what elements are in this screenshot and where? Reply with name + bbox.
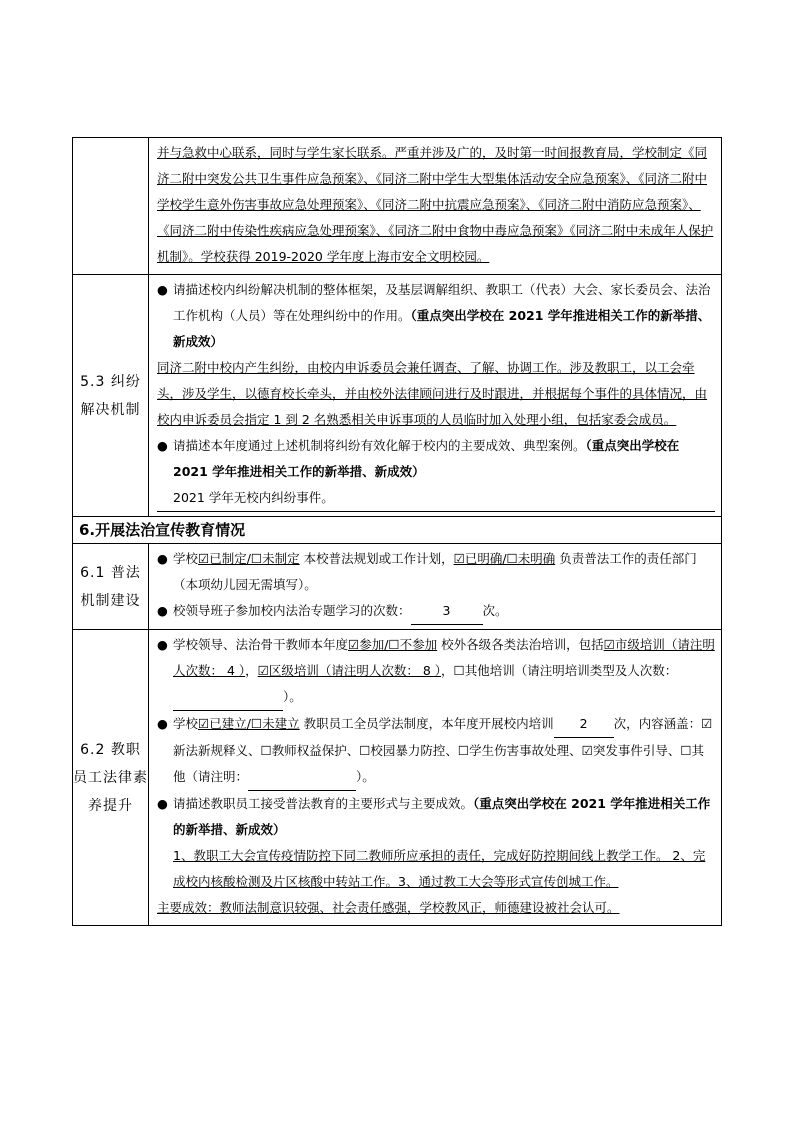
fill-blank: 2 [554, 711, 614, 738]
answer-text: 主要成效：教师法制意识较强、社会责任感强，学校教风正，师德建设被社会认可。 [157, 900, 620, 915]
text-segment: ）。 [356, 769, 375, 784]
content-6-1 [149, 544, 722, 630]
text-segment: 学校领导、法治骨干教师本年度 [173, 637, 349, 652]
text-segment: 学校 [173, 716, 199, 731]
row-6-2 [73, 630, 722, 926]
continuation-cell [149, 138, 722, 275]
bullet-item [157, 711, 715, 791]
question-emphasis: （重点突出学校在 2021 学年推进相关工作的新举措、新成效） [173, 438, 680, 479]
checkbox-option: ☑市级培训（请注明人次数： 4 ） [173, 637, 715, 678]
text-segment: ，☐其他培训（请注明培训类型及人次数： [441, 663, 678, 678]
bullet-icon: ● [157, 438, 168, 453]
label-6-1: 6.1 普法机制建设 [73, 544, 149, 630]
text-segment: 本校普法规划或工作计划， [299, 551, 454, 566]
question-text [173, 433, 715, 485]
text-segment: 校领导班子参加校内法治专题学习的次数： [173, 603, 411, 618]
text-segment: 教职员工全员学法制度，本年度开展校内培训 [299, 716, 554, 731]
bullet-item [157, 433, 715, 485]
question-emphasis: （重点突出学校在 2021 学年推进相关工作的新举措、新成效） [173, 308, 711, 349]
bullet-icon: ● [157, 551, 168, 566]
text-segment: ， [245, 663, 258, 678]
report-page [72, 137, 721, 926]
checkbox-option: ☑参加/☐不参加 [348, 637, 438, 652]
bullet-item [157, 546, 715, 598]
section-6-row [73, 517, 722, 544]
question-main: 请描述本年度通过上述机制将纠纷有效化解于校内的主要成效、典型案例。 [173, 438, 586, 453]
question-emphasis: （重点突出学校在 2021 学年推进相关工作的新举措、新成效） [173, 796, 711, 837]
checkbox-option: ☑已明确/☐未明确 [453, 551, 556, 566]
text-segment: ）。 [283, 689, 302, 704]
text-segment: 次，内容涵盖：☑新法新规释义、☐教师权益保护、☐校园暴力防控、☐学生伤害事故处理、☑突发事件引导、☐其他（请注明： [173, 716, 713, 784]
bullet-icon: ● [157, 796, 168, 811]
text-segment: 学校 [173, 551, 199, 566]
label-5-3: 5.3 纠纷解决机制 [73, 275, 149, 517]
report-table [72, 137, 722, 926]
answer-text: 1、教职工大会宣传疫情防控下同二教师所应承担的责任，完成好防控期间线上教学工作。 2、完成校内核酸检测及片区核酸中转站工作。3、通过教工大会等形式宣传创城工作。 [173, 848, 706, 889]
bullet-icon: ● [157, 603, 168, 618]
question-text [173, 277, 715, 355]
question-main: 请描述教职员工接受普法教育的主要形式与主要成效。 [173, 796, 474, 811]
fill-blank: 3 [411, 598, 483, 625]
bullet-icon: ● [157, 282, 168, 297]
text-segment: 校外各级各类法治培训，包括 [437, 637, 604, 652]
label-6-2: 6.2 教职员工法律素养提升 [73, 630, 149, 926]
empty-label-cell [73, 138, 149, 275]
checkbox-option: ☑已制定/☐未制定 [198, 551, 300, 566]
checkbox-option: ☑区级培训（请注明人次数： 8 ） [257, 663, 442, 678]
bullet-icon: ● [157, 716, 168, 731]
text-segment: 负责普法工作的责任部门（本项幼儿园无需填写）。 [173, 551, 697, 592]
section-6-title: 6.开展法治宣传教育情况 [73, 517, 722, 544]
bullet-item [157, 632, 715, 711]
bullet-item [157, 277, 715, 355]
row-5-3 [73, 275, 722, 517]
row-6-1 [73, 544, 722, 630]
answer-text: 同济二附中校内产生纠纷，由校内申诉委员会兼任调查、了解、协调工作。涉及教职工，以工会牵头，涉及学生，以德育校长牵头，并由校外法律顾问进行及时跟进，并根据每个事件的具体情况，由校内申诉委员会指定 1 到 2 名熟悉相关申诉事项的人员临时加入处理小组，包括家委会成员。 [157, 360, 708, 427]
content-5-3 [149, 275, 722, 517]
bullet-item [157, 598, 715, 625]
question-main: 请描述校内纠纷解决机制的整体框架，及基层调解组织、教职工（代表）大会、家长委员会、法治工作机构（人员）等在处理纠纷中的作用。 [173, 282, 711, 323]
bullet-item [157, 791, 715, 843]
bullet-icon: ● [157, 637, 168, 652]
fill-blank [248, 764, 356, 791]
question-text [173, 791, 715, 843]
continuation-text: 并与急救中心联系，同时与学生家长联系。严重并涉及广的，及时第一时间报教育局，学校制定《同济二附中突发公共卫生事件应急预案》、《同济二附中学生大型集体活动安全应急预案》、《同济二附中学校学生意外伤害事故应急处理预案》、《同济二附中抗震应急预案》、《同济二附中消防应急预案》、《同济二附中传染性疾病应急处理预案》、《同济二附中食物中毒应急预案》《同济二附中未成年人保护机制》。学校获得 2019-2020 学年度上海市安全文明校园。 [157, 145, 714, 264]
text-segment: 次。 [482, 603, 508, 618]
answer-text: 2021 学年无校内纠纷事件。 [157, 485, 715, 512]
content-6-2 [149, 630, 722, 926]
continuation-row [73, 138, 722, 275]
fill-blank [173, 684, 283, 711]
checkbox-option: ☑已建立/☐未建立 [198, 716, 300, 731]
